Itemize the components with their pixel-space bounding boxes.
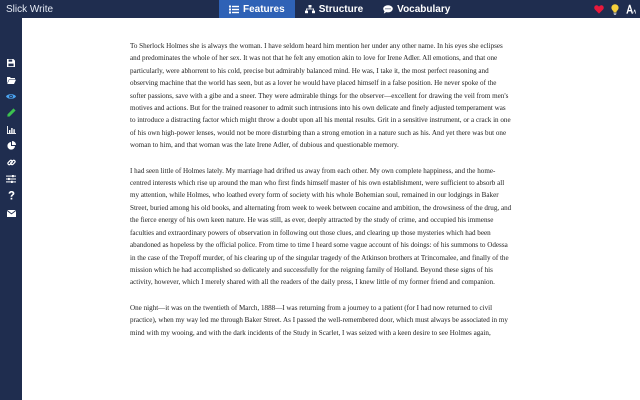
- sidebar-settings-button[interactable]: [0, 171, 22, 188]
- top-bar: [0, 0, 640, 18]
- document-editor[interactable]: [130, 40, 512, 339]
- pie-chart-icon: [7, 137, 16, 155]
- document-paragraph: One night—it was on the twentieth of March, 1888—I was returning from a journey to a patient (for I had now returned to civil practice), when my way led me through Baker Street. As I passed the well-remembered door, which must always be associated in my mind with my wooing, and with the dark incidents of the Study in Scarlet, I was seized with a keen desire to see Holmes again,: [130, 303, 508, 337]
- tab-features-label: Features: [243, 3, 285, 15]
- sidebar-link-button[interactable]: [0, 155, 22, 172]
- sidebar-save-button[interactable]: [0, 55, 22, 72]
- save-icon: [7, 54, 15, 72]
- tab-structure[interactable]: [295, 0, 373, 18]
- main-tabs: [219, 0, 460, 18]
- app-title: Slick Write: [6, 3, 54, 15]
- document-paragraph: To Sherlock Holmes she is always the woman. I have seldom heard him mention her under any other name. In his eyes she eclipses and predominates the whole of her sex. It was not that he felt any emotion akin to love for Irene Adler. All emotions, and that one particularly, were abhorrent to his cold, precise but admirably balanced mind. He was, I take it, the most perfect reasoning and observing machine that the world has seen, but as a lover he would have placed himself in a false position. He never spoke of the softer passions, save with a gibe and a sneer. They were admirable things for the observer—excellent for drawing the veil from men's motives and actions. But for the trained reasoner to admit such intrusions into his own delicate and finely adjusted temperament was to introduce a distracting factor which might throw a doubt upon all his mental results. Grit in a sensitive instrument, or a crack in one of his own high-power lenses, would not be more disturbing than a strong emotion in a nature such as his. And yet there was but one woman to him, and that woman was the late Irene Adler, of dubious and questionable memory.: [130, 42, 511, 150]
- sliders-icon: [6, 170, 16, 188]
- tab-vocabulary[interactable]: [373, 0, 460, 18]
- sidebar-help-button[interactable]: [0, 188, 22, 205]
- tab-vocabulary-label: Vocabulary: [397, 3, 451, 15]
- list-icon: [229, 5, 239, 14]
- link-icon: [7, 154, 16, 172]
- sidebar-contact-button[interactable]: [0, 204, 22, 221]
- pencil-icon: [7, 104, 16, 122]
- question-icon: [8, 187, 15, 205]
- top-right-tools: [594, 0, 636, 18]
- lightbulb-icon[interactable]: [611, 4, 619, 15]
- sidebar-pie-button[interactable]: [0, 138, 22, 155]
- envelope-icon: [7, 204, 16, 222]
- sidebar-stats-button[interactable]: [0, 121, 22, 138]
- sidebar-edit-button[interactable]: [0, 105, 22, 122]
- text-size-icon[interactable]: [626, 4, 636, 14]
- sitemap-icon: [305, 5, 315, 14]
- sidebar-open-button[interactable]: [0, 72, 22, 89]
- sidebar-view-button[interactable]: [0, 88, 22, 105]
- document-paragraph: I had seen little of Holmes lately. My marriage had drifted us away from each other. My own complete happiness, and the home-centred interests which rise up around the man who first finds himself master of his own establishment, were sufficient to absorb all my attention, while Holmes, who loathed every form of society with his whole Bohemian soul, remained in our lodgings in Baker Street, buried among his old books, and alternating from week to week between cocaine and ambition, the drowsiness of the drug, and the fierce energy of his own keen nature. He was still, as ever, deeply attracted by the study of crime, and occupied his immense faculties and extraordinary powers of observation in following out those clues, and clearing up those mysteries which had been abandoned as hopeless by the official police. From time to time I heard some vague account of his doings: of his summons to Odessa in the case of the Trepoff murder, of his clearing up of the singular tragedy of the Atkinson brothers at Trincomalee, and finally of the mission which he had accomplished so delicately and successfully for the reigning family of Holland. Beyond these signs of his activity, however, which I merely shared with all the readers of the daily press, I knew little of my former friend and companion.: [130, 166, 512, 287]
- tab-structure-label: Structure: [318, 3, 364, 15]
- sidebar: [0, 18, 22, 400]
- bar-chart-icon: [7, 121, 16, 139]
- heart-icon[interactable]: [594, 5, 604, 14]
- chat-bubble-icon: [383, 5, 393, 14]
- eye-icon: [6, 87, 16, 105]
- tab-features[interactable]: [219, 0, 295, 18]
- folder-open-icon: [7, 71, 16, 89]
